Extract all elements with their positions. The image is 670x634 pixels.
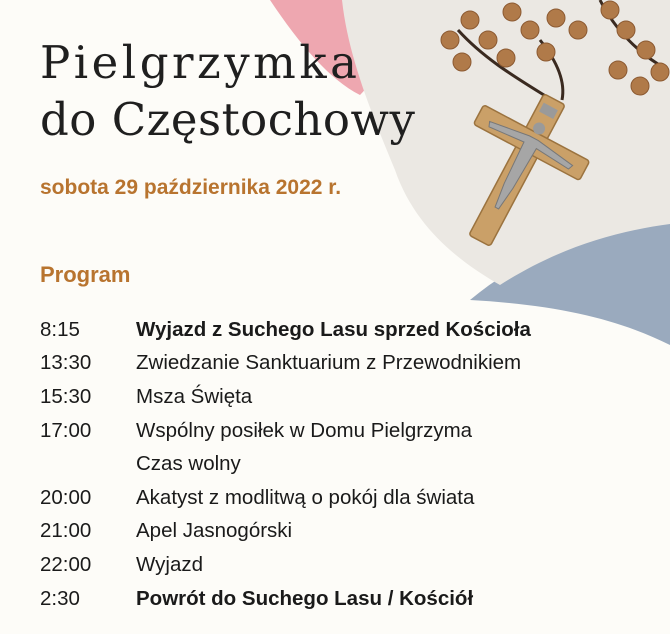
schedule-event: Apel Jasnogórski	[136, 519, 293, 543]
title-line-2: do Częstochowy	[40, 93, 416, 146]
schedule-event: Wyjazd z Suchego Lasu sprzed Kościoła	[136, 317, 531, 341]
schedule-time: 17:00	[40, 418, 92, 442]
schedule-row	[40, 582, 640, 616]
schedule-event: Akatyst z modlitwą o pokój dla świata	[136, 485, 475, 509]
schedule-time: 22:00	[40, 552, 92, 576]
title-line-1: Pielgrzymka	[40, 36, 361, 89]
schedule-list	[40, 313, 640, 615]
schedule-row	[40, 414, 640, 448]
schedule-row	[40, 548, 640, 582]
schedule-event: Wyjazd	[136, 552, 204, 576]
schedule-row	[40, 447, 640, 481]
schedule-row	[40, 515, 640, 549]
schedule-time: 2:30	[40, 586, 80, 610]
schedule-event: Powrót do Suchego Lasu / Kościół	[136, 586, 474, 610]
schedule-row	[40, 380, 640, 414]
schedule-event: Zwiedzanie Sanktuarium z Przewodnikiem	[136, 351, 522, 375]
schedule-time: 20:00	[40, 485, 92, 509]
schedule-time: 21:00	[40, 519, 92, 543]
page-title	[40, 34, 415, 148]
schedule-time: 15:30	[40, 384, 92, 408]
schedule-event: Msza Święta	[136, 384, 253, 408]
event-date: sobota 29 października 2022 r.	[40, 176, 342, 199]
schedule-event: Czas wolny	[136, 452, 241, 476]
schedule-time: 8:15	[40, 317, 80, 341]
schedule-row	[40, 481, 640, 515]
schedule-event: Wspólny posiłek w Domu Pielgrzyma	[136, 418, 473, 442]
program-heading: Program	[40, 262, 131, 287]
schedule-row	[40, 347, 640, 381]
schedule-time: 13:30	[40, 351, 92, 375]
schedule-row	[40, 313, 640, 347]
